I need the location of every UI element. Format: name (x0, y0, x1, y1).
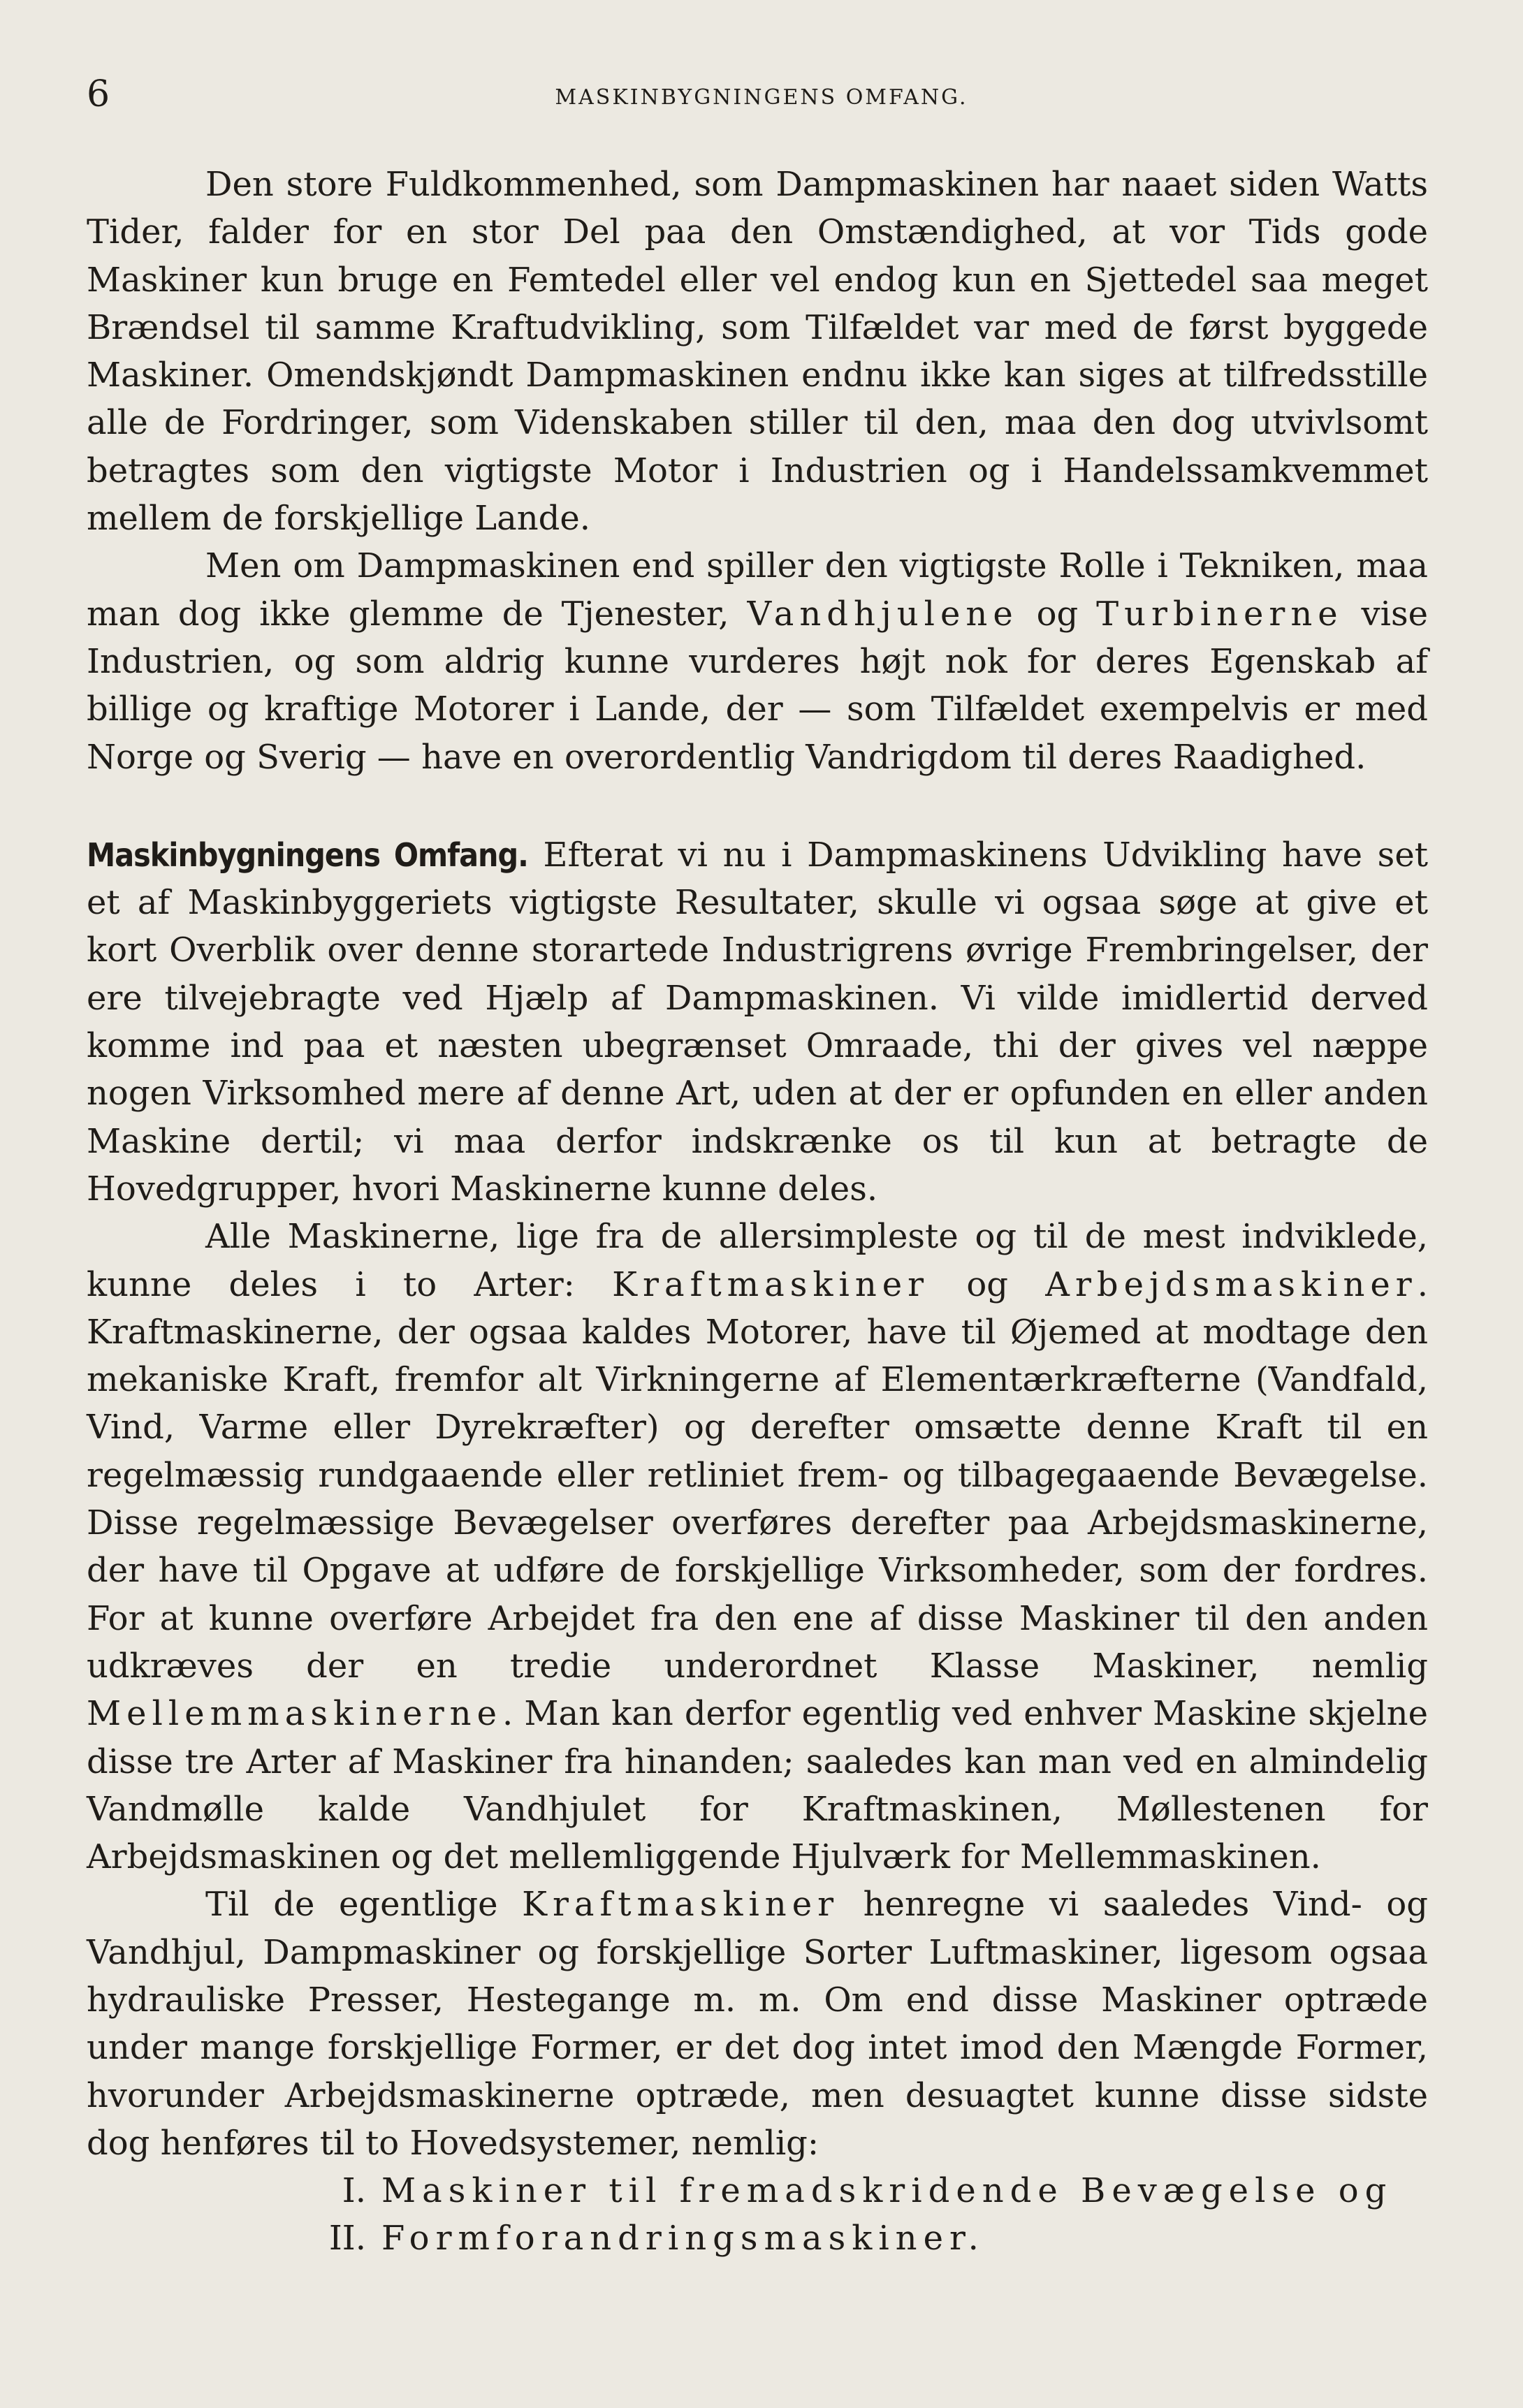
term-vandhjulene: Vandhjulene (747, 594, 1019, 634)
paragraph-4-text-g: . Man kan derfor egentlig ved enhver Maskine skjelne disse tre Arter af Maskiner fra hinanden; saaledes kan man ved en almindelig Vandmølle kalde Vandhjulet for Kraftmaskinen, Møllestenen for Arbejdsmaskinen og det mellemliggende Hjulværk for Mellemmaskinen. (87, 1694, 1428, 1877)
list-item (87, 2167, 1428, 2214)
paragraph-2-text-e: vise Industrien, og som aldrig kunne vurderes højt nok for deres Egenskab af billige og kraftige Motorer i Lande, der — som Tilfældet exempelvis er med Norge og Sverig — have en overordentlig Vandrigdom til deres Raadighed. (87, 594, 1429, 777)
term-kraftmaskiner: Kraftmaskiner (612, 1264, 930, 1304)
paragraph-2-text-c: og (1018, 594, 1097, 634)
paragraph-4 (87, 1213, 1428, 1881)
page-number: 6 (87, 73, 110, 115)
term-mellemmaskinerne: Mellemmaskinerne (87, 1694, 502, 1734)
paragraph-2-text-a: Men om Dampmaskinen end spiller den vigtigste Rolle i Tekniken, maa man dog ikke glemme de Tjenester, (87, 546, 1428, 634)
page-header (0, 70, 1523, 119)
running-head: MASKINBYGNINGENS OMFANG. (555, 85, 968, 110)
paragraph-5-text-a: Til de egentlige (205, 1885, 523, 1925)
term-kraftmaskiner-2: Kraftmaskiner (522, 1885, 840, 1925)
paragraph-5 (87, 1881, 1428, 2167)
paragraph-5-text-c: henregne vi saaledes Vind- og Vandhjul, Dampmaskiner og forskjellige Sorter Luftmaskiner, ligesom ogsaa hydrauliske Presser, Hestegange m. m. Om end disse Maskiner optræde under mange forskjellige Former, er det dog intet imod den Mængde Former, hvorunder Arbejdsmaskinerne optræde, men desuagtet kunne disse sidste dog henføres til to Hovedsystemer, nemlig: (87, 1885, 1429, 2163)
paragraph-2 (87, 542, 1428, 780)
paragraph-4-text-c: og (929, 1264, 1046, 1304)
term-arbejdsmaskiner: Arbejdsmaskiner (1045, 1264, 1418, 1304)
list-item-number: I. (342, 2171, 366, 2211)
list-item-text: Maskiner til fremadskridende Bevægelse og (381, 2171, 1393, 2211)
paragraph-1: Den store Fuldkommenhed, som Dampmaskinen har naaet siden Watts Tider, falder for en stor Del paa den Omstændighed, at vor Tids gode Maskiner kun bruge en Femtedel eller vel endog kun en Sjettedel saa meget Brændsel til samme Kraftudvikling, som Tilfældet var med de først byggede Maskiner. Omendskjøndt Dampmaskinen endnu ikke kan siges at tilfredsstille alle de Fordringer, som Videnskaben stiller til den, maa den dog utvivlsomt betragtes som den vigtigste Motor i Industrien og i Handelssamkvemmet mellem de forskjellige Lande. (87, 165, 1428, 539)
paragraph-4-text-a: Alle Maskinerne, lige fra de allersimpleste og til de mest indviklede, kunne deles i to Arter: (87, 1217, 1428, 1304)
term-turbinerne: Turbinerne (1096, 594, 1343, 634)
section-heading: Maskinbygningens Omfang. (87, 835, 528, 874)
list-item-number: II. (328, 2219, 366, 2259)
list-item (87, 2214, 1428, 2262)
paragraph-4-text-e: . Kraftmaskinerne, der ogsaa kaldes Motorer, have til Øjemed at modtage den mekaniske Kraft, fremfor alt Virkningerne af Elementærkræfterne (Vandfald, Vind, Varme eller Dyrekræfter) og derefter omsætte denne Kraft til en regelmæssig rundgaaende eller retliniet frem- og tilbagegaaende Bevægelse. Disse regelmæssige Bevægelser overføres derefter paa Arbejdsmaskinerne, der have til Opgave at udføre de forskjellige Virksomheder, som der fordres. For at kunne overføre Arbejdet fra den ene af disse Maskiner til den anden udkræves der en tredie underordnet Klasse Maskiner, nemlig (87, 1264, 1429, 1686)
list-item-text: Formforandringsmaskiner. (381, 2219, 985, 2259)
paragraph-3 (87, 831, 1428, 1213)
systems-list (87, 2167, 1428, 2263)
paragraph-3-body: Efterat vi nu i Dampmaskinens Udvikling have set et af Maskinbyggeriets vigtigste Resultater, skulle vi ogsaa søge at give et kort Overblik over denne storartede Industrigrens øvrige Frembringelser, der ere tilvejebragte ved Hjælp af Dampmaskinen. Vi vilde imidlertid derved komme ind paa et næsten ubegrænset Omraade, thi der gives vel næppe nogen Virksomhed mere af denne Art, uden at der er opfunden en eller anden Maskine dertil; vi maa derfor indskrænke os til kun at betragte de Hovedgrupper, hvori Maskinerne kunne deles. (87, 835, 1429, 1209)
body-text (87, 161, 1428, 2263)
